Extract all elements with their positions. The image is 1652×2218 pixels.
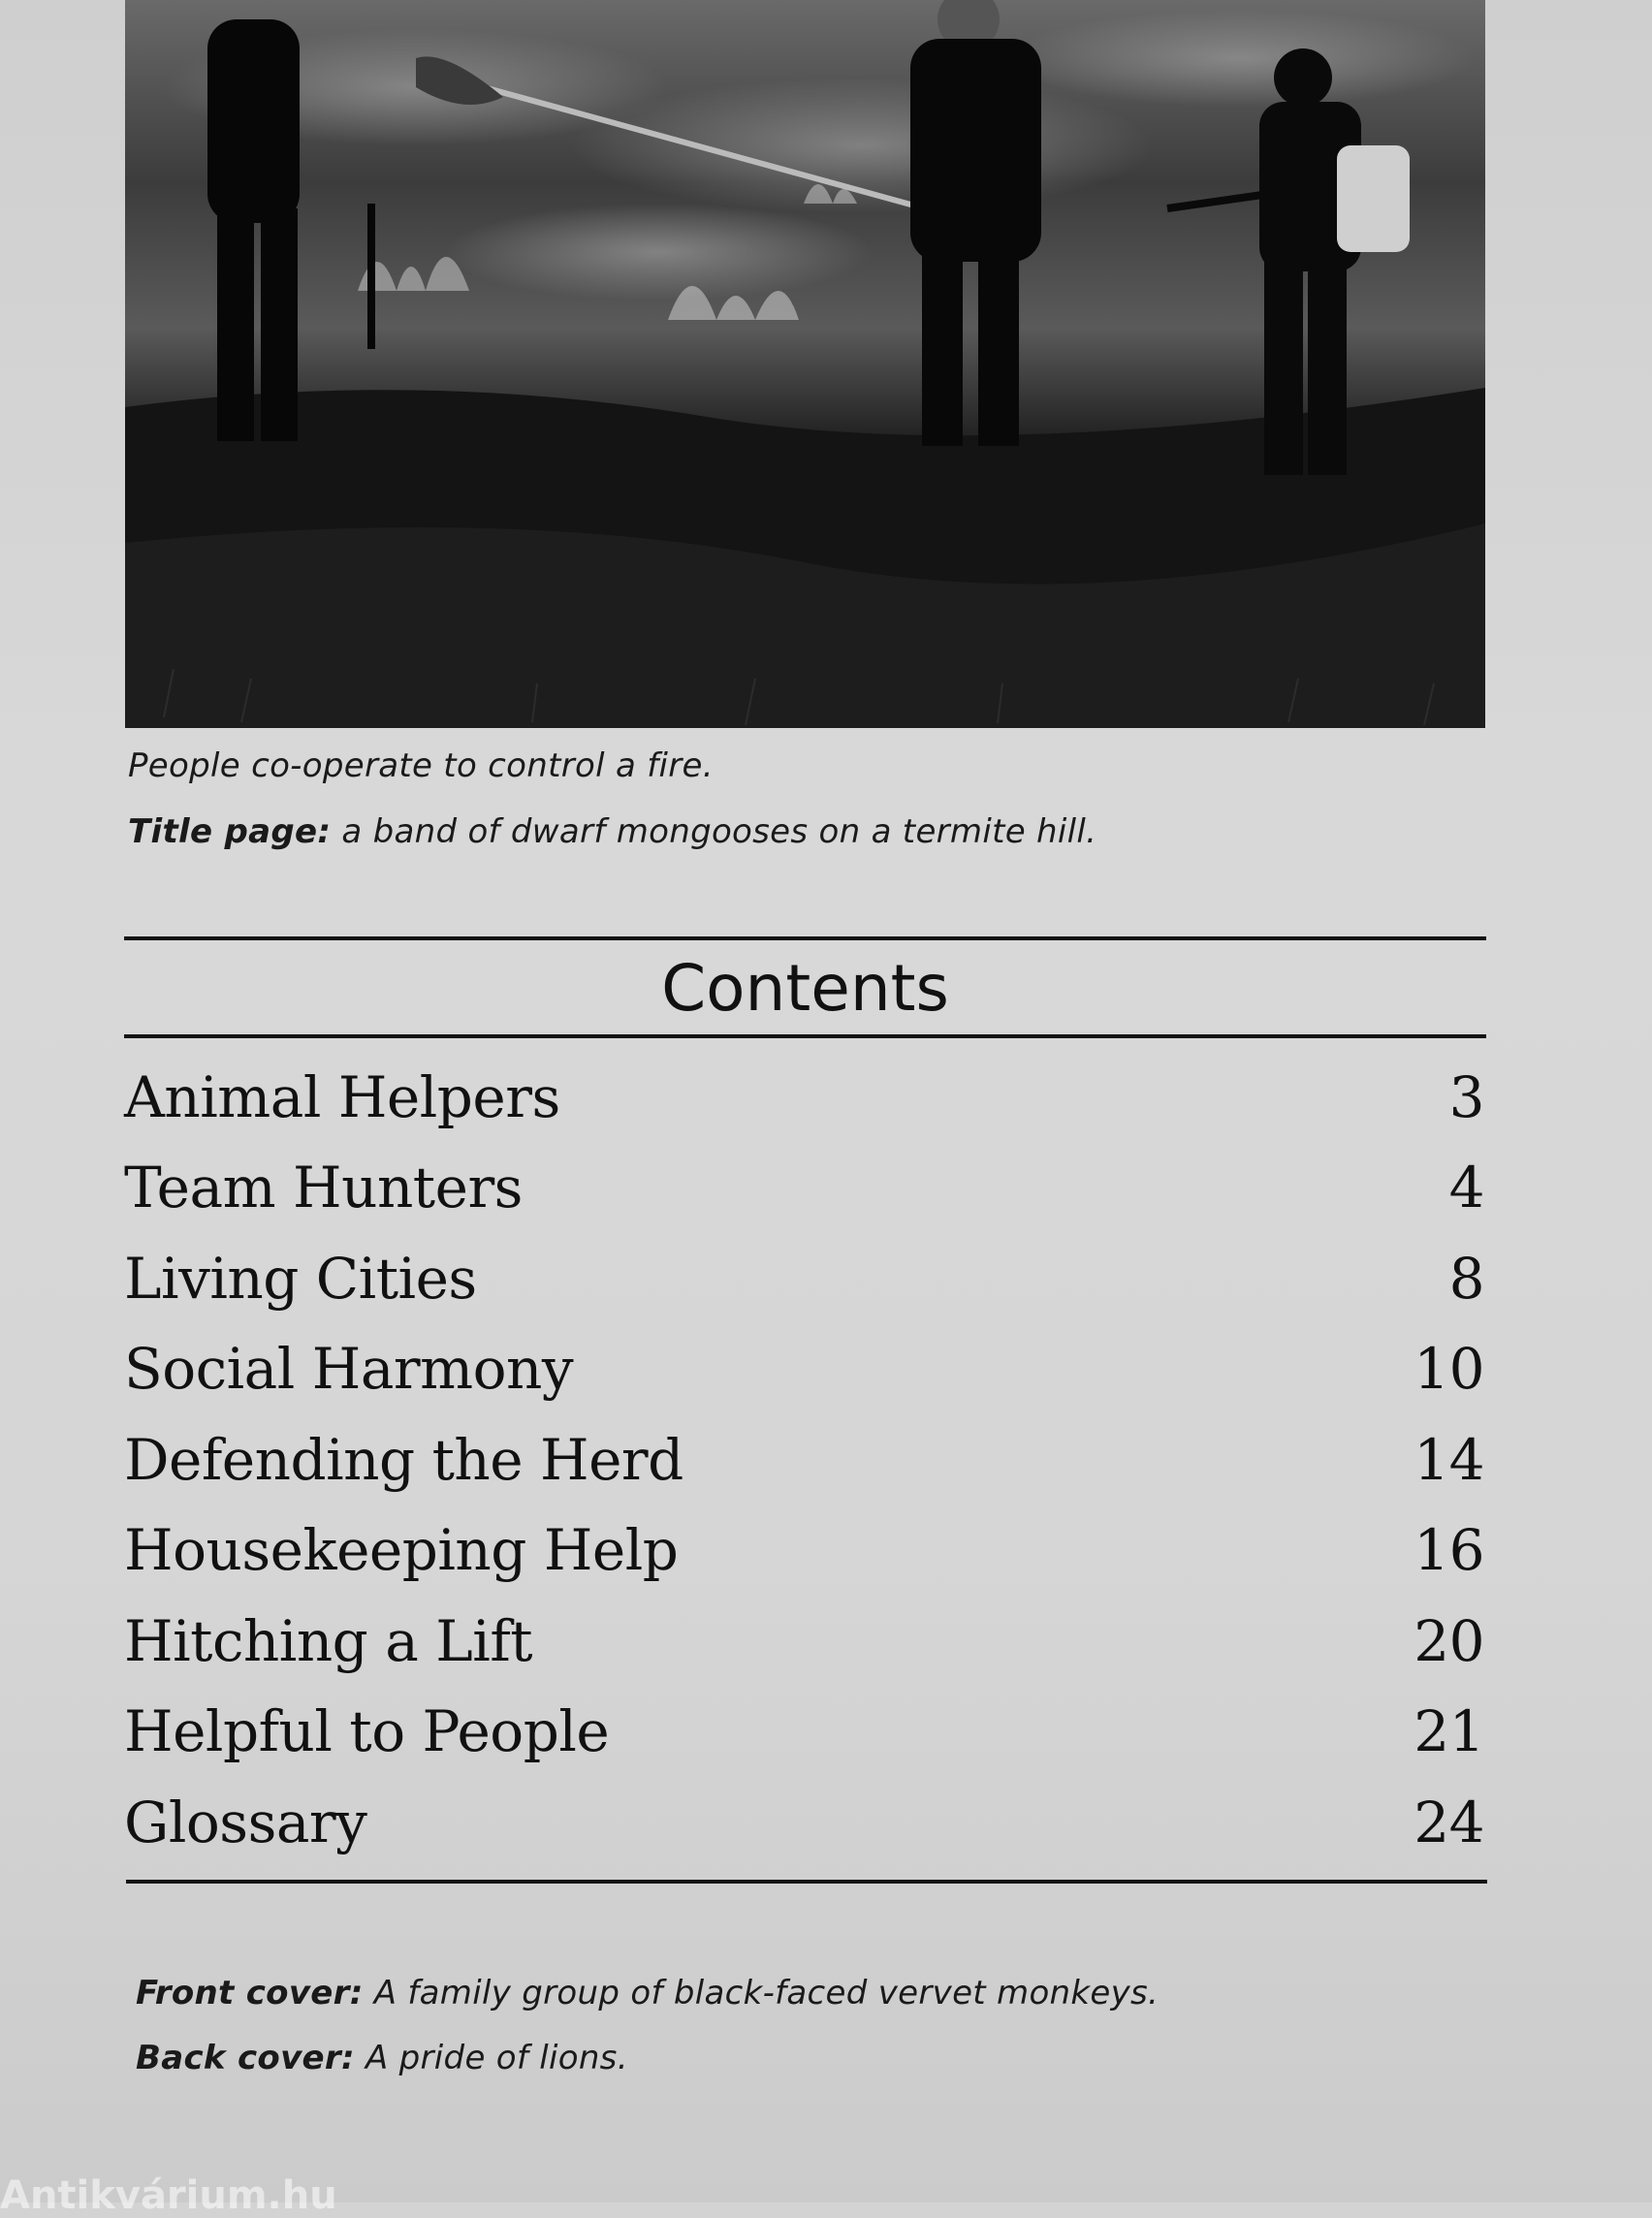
toc-entry-title: Social Harmony <box>124 1336 574 1403</box>
toc-entry-title: Hitching a Lift <box>124 1607 533 1674</box>
toc-entry-social-harmony[interactable] <box>124 1324 1486 1415</box>
toc-entry-page: 8 <box>1448 1245 1484 1312</box>
fire-control-photo <box>125 0 1485 728</box>
toc-entry-living-cities[interactable] <box>124 1233 1486 1324</box>
toc-entry-hitching-a-lift[interactable] <box>124 1596 1486 1687</box>
back-cover-label: Back cover: <box>136 2039 355 2077</box>
toc-entry-housekeeping-help[interactable] <box>124 1505 1486 1597</box>
toc-entry-page: 24 <box>1414 1789 1484 1855</box>
toc-entry-glossary[interactable] <box>124 1777 1486 1868</box>
toc-entry-team-hunters[interactable] <box>124 1143 1486 1234</box>
photo-illustration <box>125 0 1485 728</box>
toc-entry-helpful-to-people[interactable] <box>124 1687 1486 1778</box>
back-cover-text: A pride of lions. <box>354 2039 628 2077</box>
title-page-label: Title page: <box>128 812 332 851</box>
toc-entry-defending-the-herd[interactable] <box>124 1414 1486 1505</box>
contents-bottom-rule <box>126 1880 1487 1884</box>
front-cover-label: Front cover: <box>136 1974 364 2012</box>
title-page-text: a band of dwarf mongooses on a termite hill. <box>331 812 1097 851</box>
toc-entry-title: Team Hunters <box>124 1155 523 1221</box>
toc-entry-page: 14 <box>1414 1426 1484 1493</box>
toc-entry-title: Living Cities <box>124 1245 477 1312</box>
toc-entry-title: Defending the Herd <box>124 1426 683 1493</box>
toc-entry-page: 16 <box>1414 1517 1484 1584</box>
title-page-caption <box>128 812 1096 851</box>
toc-entry-title: Housekeeping Help <box>124 1517 679 1584</box>
photo-caption <box>128 746 714 785</box>
toc-entry-page: 10 <box>1414 1336 1484 1403</box>
watermark: Antikvárium.hu <box>0 2173 337 2218</box>
front-cover-caption <box>136 1974 1159 2012</box>
contents-heading-rule <box>124 1034 1486 1038</box>
toc-entry-animal-helpers[interactable] <box>124 1052 1486 1143</box>
toc-entry-page: 20 <box>1414 1607 1484 1674</box>
front-cover-text: A family group of black-faced vervet monkeys. <box>363 1974 1160 2012</box>
contents-top-rule <box>124 936 1486 940</box>
toc-entry-title: Glossary <box>124 1789 367 1855</box>
contents-heading: Contents <box>661 951 949 1026</box>
table-of-contents <box>124 1052 1486 1868</box>
toc-entry-page: 3 <box>1448 1063 1484 1130</box>
toc-entry-title: Helpful to People <box>124 1698 610 1765</box>
toc-entry-page: 21 <box>1414 1698 1484 1765</box>
back-cover-caption <box>136 2039 628 2077</box>
photo-caption-text: People co-operate to control a fire. <box>128 746 714 785</box>
toc-entry-page: 4 <box>1448 1155 1484 1221</box>
toc-entry-title: Animal Helpers <box>124 1063 560 1130</box>
